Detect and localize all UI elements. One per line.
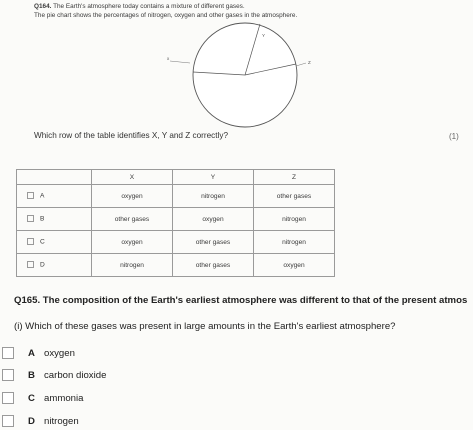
option-b-checkbox[interactable] <box>2 369 14 381</box>
checkbox[interactable] <box>27 238 34 245</box>
table-cell: other gases <box>254 185 335 208</box>
option-a-letter: A <box>28 348 35 359</box>
table-header-z: Z <box>254 170 335 185</box>
table-cell: nitrogen <box>173 185 254 208</box>
option-c-checkbox[interactable] <box>2 392 14 404</box>
table-cell: other gases <box>92 208 173 231</box>
table-cell: oxygen <box>173 208 254 231</box>
pie-leader-x <box>170 61 190 63</box>
row-c-choice[interactable]: C <box>17 231 92 254</box>
q164-marks: (1) <box>449 132 459 141</box>
table-cell: other gases <box>173 254 254 277</box>
row-d-choice[interactable]: D <box>17 254 92 277</box>
option-d-checkbox[interactable] <box>2 415 14 427</box>
q164-stem-line1: The Earth's atmosphere today contains a mixture of different gases. <box>53 3 245 10</box>
q164-label: Q164. <box>34 3 52 10</box>
table-row[interactable] <box>17 208 335 231</box>
row-b-choice[interactable]: B <box>17 208 92 231</box>
checkbox[interactable] <box>27 215 34 222</box>
table-cell: oxygen <box>92 185 173 208</box>
option-c-letter: C <box>28 393 35 404</box>
table-cell: oxygen <box>92 231 173 254</box>
table-row[interactable] <box>17 231 335 254</box>
table-row[interactable] <box>17 185 335 208</box>
table-cell: nitrogen <box>92 254 173 277</box>
table-cell: nitrogen <box>254 231 335 254</box>
option-d-text: nitrogen <box>44 416 79 427</box>
option-b-text: carbon dioxide <box>44 370 107 381</box>
q165-title: Q165. The composition of the Earth's earliest atmosphere was different to that of the present atmos <box>14 295 468 306</box>
q165-part-i: (i) Which of these gases was present in large amounts in the Earth's earliest atmosphere? <box>14 321 396 332</box>
table-header-row <box>17 170 335 185</box>
option-c-text: ammonia <box>44 393 84 404</box>
pie-chart <box>0 0 473 130</box>
answer-table <box>16 169 335 277</box>
checkbox[interactable] <box>27 192 34 199</box>
option-d-letter: D <box>28 416 35 427</box>
table-cell: oxygen <box>254 254 335 277</box>
table-header-y: Y <box>173 170 254 185</box>
option-a-checkbox[interactable] <box>2 347 14 359</box>
option-a-text: oxygen <box>44 348 75 359</box>
q164-stem-line2: The pie chart shows the percentages of nitrogen, oxygen and other gases in the atmosphere. <box>34 12 298 19</box>
pie-leader-z <box>296 63 306 66</box>
table-header-blank <box>17 170 92 185</box>
q164-question: Which row of the table identifies X, Y and Z correctly? <box>34 131 229 140</box>
table-cell: nitrogen <box>254 208 335 231</box>
pie-label-x: x <box>167 56 170 61</box>
table-header-x: X <box>92 170 173 185</box>
checkbox[interactable] <box>27 261 34 268</box>
option-b-letter: B <box>28 370 35 381</box>
row-a-choice[interactable]: A <box>17 185 92 208</box>
pie-label-y: Y <box>262 33 266 38</box>
table-cell: other gases <box>173 231 254 254</box>
pie-label-z: Z <box>308 60 311 65</box>
table-row[interactable] <box>17 254 335 277</box>
